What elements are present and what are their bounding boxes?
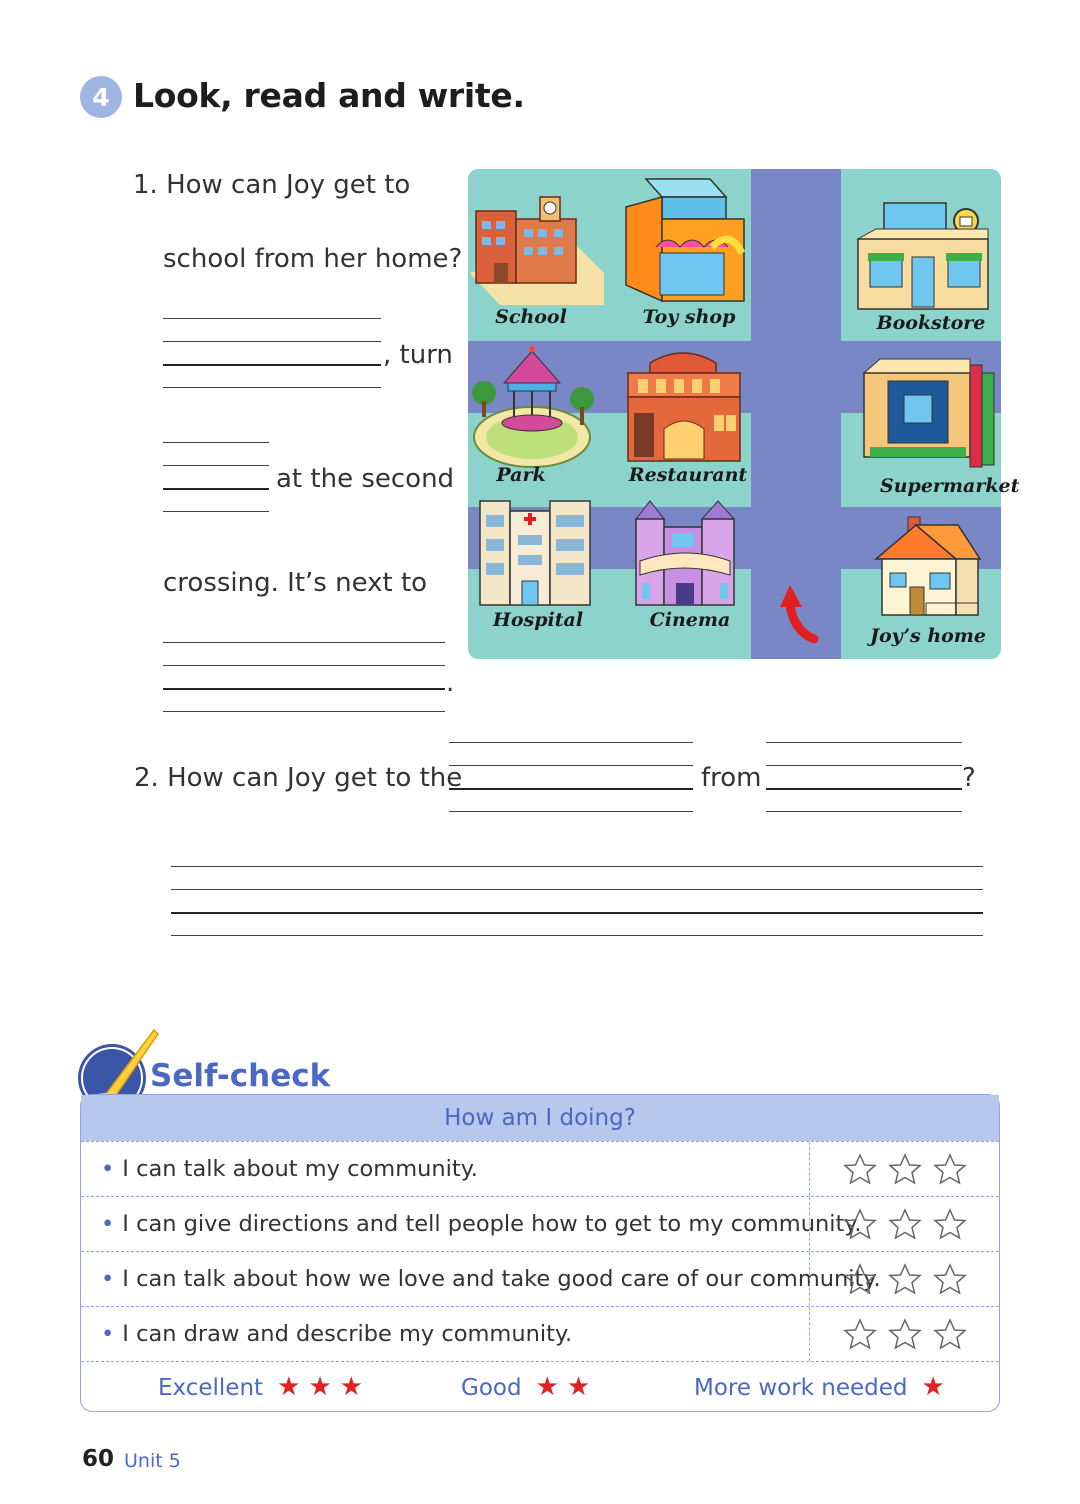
label-restaurant: Restaurant	[628, 464, 748, 486]
unit-label: Unit 5	[124, 1450, 181, 1472]
label-toy-shop: Toy shop	[642, 306, 736, 328]
restaurant-building	[620, 347, 746, 465]
exercise-number-badge	[80, 76, 122, 118]
bullet-icon: •	[101, 1266, 115, 1292]
q1-turn: , turn	[383, 340, 453, 370]
label-school: School	[495, 306, 567, 328]
joys-home-building	[872, 515, 984, 619]
self-check-row	[81, 1306, 999, 1361]
q2-prefix: 2. How can Joy get to the	[134, 763, 463, 793]
q2-question-mark: ?	[962, 763, 976, 793]
park-carousel	[470, 345, 600, 471]
rating-label: More work needed	[694, 1375, 908, 1401]
label-cinema: Cinema	[649, 609, 731, 631]
self-check-row	[81, 1141, 999, 1196]
q1-line2: school from her home?	[163, 244, 463, 274]
answer-blank-turn-direction[interactable]	[163, 442, 269, 514]
rating-excellent	[158, 1372, 371, 1402]
star-rating-outline[interactable]	[843, 1263, 973, 1297]
self-check-item: I can give directions and tell people how to get to my community.	[122, 1211, 862, 1237]
star-rating-outline[interactable]	[843, 1318, 973, 1352]
self-check-table	[80, 1094, 1000, 1412]
bookstore-building	[856, 199, 996, 311]
label-park: Park	[496, 464, 546, 486]
self-check-item: I can talk about my community.	[122, 1156, 478, 1182]
self-check-item: I can talk about how we love and take good care of our community.	[122, 1266, 881, 1292]
label-hospital: Hospital	[492, 609, 584, 631]
answer-lines-q2[interactable]	[171, 866, 983, 938]
rating-label: Excellent	[158, 1375, 264, 1401]
toy-shop-building	[620, 177, 750, 301]
star-icon: ★★	[535, 1372, 599, 1402]
hospital-building	[470, 495, 594, 607]
self-check-header: How am I doing?	[81, 1095, 999, 1141]
star-icon: ★★★	[277, 1372, 371, 1402]
page-number: 60	[82, 1446, 115, 1472]
rating-good	[461, 1372, 598, 1402]
rating-label: Good	[461, 1375, 522, 1401]
bullet-icon: •	[101, 1321, 115, 1347]
rating-more-work	[694, 1372, 953, 1402]
self-check-title: Self-check	[150, 1058, 331, 1094]
self-check-row	[81, 1196, 999, 1251]
self-check-row	[81, 1251, 999, 1306]
q2-from: from	[701, 763, 762, 793]
school-building	[470, 193, 604, 305]
exercise-number: 4	[92, 82, 110, 112]
label-supermarket: Supermarket	[880, 475, 1020, 497]
answer-blank-destination[interactable]	[449, 742, 693, 814]
q1-crossing: crossing. It’s next to	[163, 568, 428, 598]
answer-blank-direction[interactable]	[163, 318, 381, 390]
label-bookstore: Bookstore	[876, 312, 986, 334]
label-joys-home: Joy’s home	[870, 625, 987, 647]
q1-period: .	[446, 668, 455, 698]
answer-blank-next-to[interactable]	[163, 642, 445, 714]
bullet-icon: •	[101, 1156, 115, 1182]
bullet-icon: •	[101, 1211, 115, 1237]
q1-line1: 1. How can Joy get to	[133, 170, 411, 200]
star-rating-outline[interactable]	[843, 1153, 973, 1187]
route-arrow	[774, 583, 822, 643]
star-icon: ★	[921, 1372, 953, 1402]
cinema-building	[632, 499, 742, 607]
answer-blank-origin[interactable]	[766, 742, 962, 814]
star-rating-outline[interactable]	[843, 1208, 973, 1242]
town-map	[468, 169, 1020, 659]
self-check-item: I can draw and describe my community.	[122, 1321, 573, 1347]
q1-at-second: at the second	[276, 464, 455, 494]
supermarket-building	[860, 355, 998, 473]
exercise-title: Look, read and write.	[133, 76, 525, 115]
